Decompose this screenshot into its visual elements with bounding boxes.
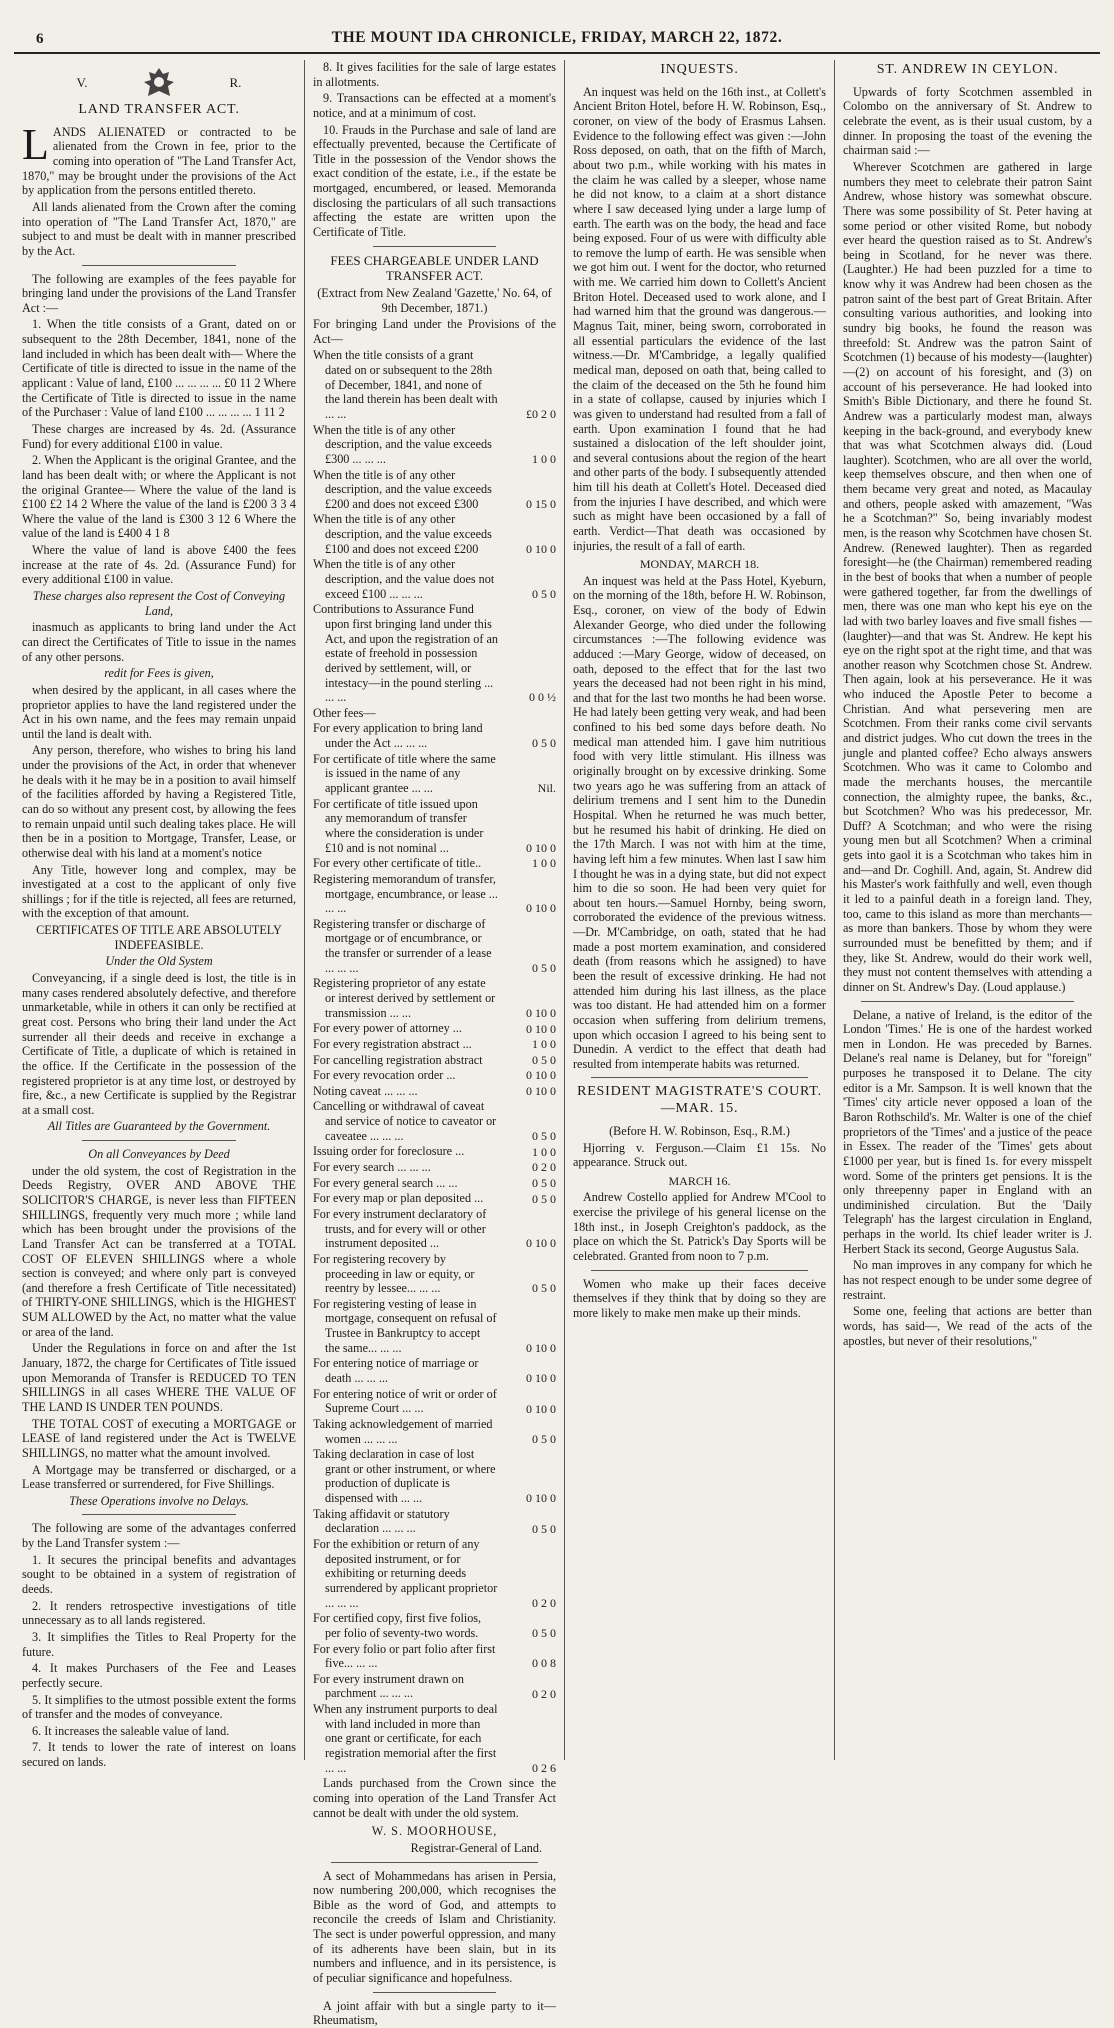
- fee-amount: 0 5 0: [532, 1129, 556, 1143]
- old-system-heading: Under the Old System: [105, 954, 213, 969]
- fee-amount: 0 15 0: [526, 497, 556, 512]
- fee-amount: 1 0 0: [532, 1037, 556, 1052]
- fee-description: For every search ... ... ...: [313, 1160, 431, 1175]
- mohammedans-paragraph: A sect of Mohammedans has arisen in Persia, now numbering 200,000, which recognises the Bible as the word of God, and attempts to reconcile the creeds of Islam and Christianity. The sect is under powerful oppression, and many of its adherents have been slain, but in its numbers and influence, and in its persistence, is of peculiar significance and hopefulness.: [313, 1868, 556, 1985]
- no-delays-line: These Operations involve no Delays.: [69, 1493, 249, 1508]
- guaranteed-line: All Titles are Guaranteed by the Government.: [47, 1119, 271, 1134]
- old-system-body: Conveyancing, if a single deed is lost, the title is in many cases rendered absolutely defective, and therefore unmarketable, while in others it can only be rectified at great cost. Persons who bring their land under the Act surrender all their deeds and receive in exchange a Certificate of Title, a duplicate of which is retained in the office. If the Certificate in the possession of the registered proprietor is at any time lost, or destroyed by fire, &c., a new Certificate is supplied by the Registrar at a small cost.: [22, 971, 296, 1117]
- fee-amount: 0 10 0: [526, 1236, 556, 1251]
- column-fees: [304, 60, 564, 2028]
- conveying-heading: These charges also represent the Cost of Conveying Land,: [32, 589, 286, 618]
- column-land-transfer: [14, 60, 304, 1770]
- inquest-lahsen: An inquest was held on the 16th inst., at Collett's Ancient Briton Hotel, before H. W. Robinson, Esq., coroner, on view of the body of Erasmus Lahsen. Evidence to the following effect was given :—John Ross deposed, on oath, that on the fifth of March, about two p.m., while working with his mates in the claim he was called by a sleeper, whose name he did not know, to a claim at a short distance where I saw deceased lying under a large lump of earth. The earth was on the body, the head and face being exposed. Four of us were with difficulty able to remove the lump of earth. He was sensible when we got him out. I went for the doctor, who returned with me. We carried him down to Collett's Ancient Briton Hotel. Deceased used to work alone, and I had warned him that the ground was dangerous.—Magnus Tait, miner, being sworn, corroborated in all essential particulars the evidence of the last witness.—Dr. M'Cambridge, a legally qualified medical man, deposed on oath that, being called to the claim of the deceased on the 5th he found him in a state of collapse, caused by injuries which I was given to understand had resulted from a fall of earth. Upon examination I found that he had sustained a dislocation of the left shoulder joint, and several contusions about the region of the heart and other parts of the body. I subsequently attended him till his death at Collett's Hotel. Deceased died from the injuries I have described, and which were such as might have been occasioned by a fall of earth. Verdict—That death was occasioned by injuries, the result of a fall of earth.: [573, 84, 826, 553]
- fee-row: [313, 1021, 556, 1036]
- fees-grant: 1. When the title consists of a Grant, dated on or subsequent to the 28th December, 1841, none of the land included in which has been dealt with— Where the Certificate of title is directed to issue in the name of the applicant : Value of land, £100 ... ... ... ... £0 11 2 Where the Certificate of Title is directed to issue in the name of the Purchaser : Value of land £100 ... ... ... ... 1 11 2: [22, 317, 296, 420]
- fee-description: For entering notice of marriage or death ... ... ...: [313, 1356, 479, 1385]
- fee-description: For registering recovery by proceeding in law or equity, or reentry by lessee... ... ...: [313, 1251, 475, 1296]
- fee-description: Registering proprietor of any estate or interest derived by settlement or transmission ... ...: [313, 976, 496, 1020]
- fees-grant-note: These charges are increased by 4s. 2d. (Assurance Fund) for every additional £100 in value.: [22, 421, 296, 451]
- fee-description: For every instrument declaratory of trusts, and for every will or other instrument deposited ...: [313, 1206, 487, 1251]
- fee-amount: 1 0 0: [532, 452, 556, 467]
- fees-original-grantee: 2. When the Applicant is the original Grantee, and the land has been dealt with; or where the Applicant is not the original Grantee— Where the value of the land is £100 £2 14 2 Where the value of the land is £200 3 3 4 Where the value of the land is £300 3 12 6 Where the value of the land is £400 4 1 8: [22, 453, 296, 541]
- divider: [331, 1862, 538, 1863]
- royal-arms: [22, 66, 296, 100]
- signature-title: Registrar-General of Land.: [410, 1840, 542, 1855]
- fee-amount: 0 5 0: [532, 1521, 556, 1536]
- fee-row: [313, 752, 556, 796]
- st-andrew-intro: Upwards of forty Scotchmen assembled in Colombo on the anniversary of St. Andrew to celebrate the event, as is their usual custom, by a dinner. In proposing the toast of the evening the chairman said :—: [843, 84, 1092, 158]
- fee-description: Taking affidavit or statutory declaration ... ... ...: [313, 1506, 450, 1536]
- drop-cap: L: [22, 119, 49, 169]
- fee-row: [313, 1387, 556, 1416]
- advantages-intro: The following are some of the advantages conferred by the Land Transfer system :—: [22, 1521, 296, 1551]
- fee-description: For certified copy, first five folios, per folio of seventy-two words.: [313, 1611, 482, 1640]
- fee-description: For registering vesting of lease in mortgage, consequent on refusal of Trustee in Bankruptcy to accept the same... ... ...: [313, 1296, 497, 1355]
- fee-row: [313, 1507, 556, 1536]
- fee-row: [313, 1672, 556, 1701]
- fee-description: Other fees—: [313, 705, 376, 720]
- fee-row: [313, 1207, 556, 1251]
- deed-body: under the old system, the cost of Registration in the Deeds Registry, OVER AND ABOVE THE SOLICITOR'S CHARGE, is never less than FIFTEEN SHILLINGS, frequently very much more ; while land which has been brought under the provisions of the Land Transfer Act can be transferred at a TOTAL COST OF ELEVEN SHILLINGS where a whole section is conveyed; and where only part is conveyed (and therefore a fresh Certificate of Title necessitated) of THIRTY-ONE SHILLINGS, which is the HIGHEST SUM ALLOWED by the Act, no matter what the value or area of the land.: [22, 1163, 296, 1339]
- columns: [14, 60, 1100, 2028]
- fee-description: For certificate of title issued upon any memorandum of transfer where the consideration is under £10 and is not nominal ...: [313, 796, 484, 855]
- land-transfer-heading: LAND TRANSFER ACT.: [78, 102, 240, 117]
- fee-row: [313, 1611, 556, 1640]
- fee-amount: 0 10 0: [526, 1084, 556, 1099]
- fee-description: For the exhibition or return of any deposited instrument, or for exhibiting or returning deeds surrendered by applicant proprietor ... ... ...: [313, 1537, 498, 1610]
- fee-amount: 0 10 0: [526, 1491, 556, 1506]
- fee-row: [313, 1447, 556, 1506]
- delane-paragraph: Delane, a native of Ireland, is the editor of the London 'Times.' He is one of the hardest worked men in London. He was preceded by Barnes. Delane's real name is Delaney, but for "foreign" purposes he transposed it to Delane. The city editor is a Mr. Sampson. It is well known that the 'Times' city article never opposed a loan of the Baron Rothschild's. Mr. Walter is one of the chief proprietors of the 'Times' and a justice of the peace in Essex. The reader of the 'Times' gets about £1000 per year, but is fined 1s. for every misspelt word. Some of the printers get pensions. It is the only threepenny paper in England with an undiminished circulation. But the 'Daily Telegraph' has the largest circulation in England, perhaps in the world. Its chief leader writer is J. Herbert Stack its second, George Augustus Sala.: [843, 1007, 1092, 1256]
- fee-amount: 0 10 0: [526, 1005, 556, 1020]
- fee-row: [313, 1642, 556, 1671]
- fee-amount: 0 0 ½: [529, 690, 556, 705]
- advantage-item: 6. It increases the saleable value of land.: [32, 1723, 230, 1738]
- fee-amount: 0 5 0: [532, 1191, 556, 1206]
- land-transfer-intro: [22, 119, 296, 198]
- fee-amount: 0 5 0: [532, 960, 556, 975]
- fee-description: For every instrument drawn on parchment ... ... ...: [313, 1671, 464, 1701]
- women-paragraph: Women who make up their faces deceive themselves if they think that by doing so they are more likely to make men make up their minds.: [573, 1276, 826, 1320]
- fee-row: [313, 512, 556, 556]
- fee-description: For entering notice of writ or order of Supreme Court ... ...: [313, 1386, 497, 1416]
- advantage-item: 2. It renders retrospective investigations of title unnecessary as to all lands registered.: [22, 1598, 296, 1628]
- divider: [861, 1001, 1074, 1002]
- intro-text: ANDS ALIENATED or contracted to be alienated from the Crown in fee, prior to the coming into operation of "The Land Transfer Act, 1870," may be brought under the provisions of the Act by application from the persons entitled thereto.: [22, 124, 296, 198]
- fee-amount: 1 0 0: [532, 856, 556, 871]
- fee-description: For every general search ... ...: [313, 1175, 458, 1190]
- joint-affair-line: A joint affair with but a single party to it—Rheumatism,: [313, 1998, 556, 2028]
- fee-description: Noting caveat ... ... ...: [313, 1083, 418, 1098]
- fee-row: [313, 1191, 556, 1206]
- fee-amount: 0 10 0: [526, 1371, 556, 1386]
- fee-description: Taking declaration in case of lost grant or other instrument, or where production of duplicate is dispensed with ... ...: [313, 1447, 496, 1506]
- fee-amount: 0 5 0: [532, 586, 556, 601]
- fee-row: [313, 872, 556, 916]
- fee-amount: 0 10 0: [526, 1340, 556, 1355]
- fee-row: [313, 1099, 556, 1143]
- signature-name: [313, 1824, 556, 1839]
- any-person-paragraph: Any person, therefore, who wishes to bring his land under the provisions of the Act, in order that whenever he deals with it he may be in a position to avail himself of the facilities afforded by having a Registered Title, can do so without any present cost, by allowing the fees to remain unpaid until such dealing takes place. He will then be in a position to Mortgage, Transfer, Lease, or otherwise deal with his land at a moment's notice: [22, 743, 296, 860]
- fee-row: [313, 1037, 556, 1052]
- arms-right-letter: R.: [229, 75, 242, 91]
- fee-row: [313, 602, 556, 704]
- monday-subheading: MONDAY, MARCH 18.: [639, 557, 760, 572]
- divider: [82, 1514, 236, 1515]
- fees-for-line: For bringing Land under the Provisions of the Act—: [313, 317, 556, 346]
- fee-description: For every registration abstract ...: [313, 1036, 472, 1051]
- fee-row: [313, 917, 556, 976]
- fee-row: [313, 1702, 556, 1775]
- fee-description: For every application to bring land under the Act ... ... ...: [313, 721, 483, 751]
- fee-amount: 0 10 0: [526, 840, 556, 855]
- fee-row: [313, 1356, 556, 1385]
- fee-row: [313, 976, 556, 1020]
- fee-row: [313, 468, 556, 512]
- fee-row: [313, 1068, 556, 1083]
- registrar-name: W. S. MOORHOUSE,: [371, 1824, 498, 1839]
- fee-row: [313, 706, 556, 721]
- fee-row: [313, 1537, 556, 1610]
- fee-amount: 0 5 0: [532, 1431, 556, 1446]
- fee-description: Issuing order for foreclosure ...: [313, 1144, 465, 1159]
- improves-paragraph: No man improves in any company for which he has not respect enough to be under some degree of restraint.: [843, 1258, 1092, 1302]
- conveying-body: inasmuch as applicants to bring land under the Act can direct the Certificates of Title to issue in the names of any other persons.: [22, 620, 296, 664]
- resident-magistrate-heading: RESIDENT MAGISTRATE'S COURT.—MAR. 15.: [577, 1084, 822, 1117]
- fee-row: [313, 1084, 556, 1099]
- divider: [373, 246, 496, 247]
- fee-description: For every revocation order ...: [313, 1068, 456, 1083]
- court-case-hjorring: Hjorring v. Ferguson.—Claim £1 15s. No appearance. Struck out.: [573, 1140, 826, 1170]
- magistrate-before: (Before H. W. Robinson, Esq., R.M.): [609, 1124, 790, 1139]
- advantage-item: 9. Transactions can be effected at a moment's notice, and at a minimum of cost.: [313, 91, 556, 120]
- fee-row: [313, 348, 556, 421]
- masthead: [14, 24, 1100, 54]
- advantage-item: 3. It simplifies the Titles to Real Property for the future.: [22, 1629, 296, 1659]
- page-number: 6: [36, 31, 44, 47]
- fee-description: When the title consists of a grant dated on or subsequent to the 28th of December, 1841, and none of the land therein has been dealt with ... ...: [313, 348, 498, 421]
- fee-amount: 0 0 8: [532, 1656, 556, 1671]
- certificates-heading: CERTIFICATES OF TITLE ARE ABSOLUTELY INDEFEASIBLE.: [36, 923, 282, 952]
- fee-description: For cancelling registration abstract: [313, 1052, 483, 1067]
- advantage-item: 8. It gives facilities for the sale of large estates in allotments.: [313, 60, 556, 89]
- fee-description: Contributions to Assurance Fund upon first bringing land under this Act, and upon the registration of an estate of freehold in possession derived by settlement, will, or intestacy—in the pound sterling ... ... ...: [313, 602, 498, 705]
- fee-amount: 0 2 0: [532, 1686, 556, 1701]
- fee-amount: 0 5 0: [532, 1281, 556, 1296]
- divider: [82, 1140, 236, 1141]
- fees-grantee-note: Where the value of land is above £400 the fees increase at the rate of 4s. 2d. (Assurance Fund) for every additional £100 in value.: [22, 543, 296, 587]
- fee-row: [313, 856, 556, 871]
- royal-crest-icon: [138, 66, 180, 100]
- any-title-paragraph: Any Title, however long and complex, may be investigated at a cost to the applicant of only five shillings ; for if the title is rejected, all fees are returned, with the exception of that amount.: [22, 862, 296, 921]
- fee-table: [313, 348, 556, 1775]
- fee-description: Taking acknowledgement of married women ... ... ...: [313, 1416, 493, 1446]
- divider: [82, 265, 236, 266]
- fee-description: Cancelling or withdrawal of caveat and service of notice to caveator or caveatee ... ... ...: [313, 1099, 497, 1143]
- fee-amount: 0 5 0: [532, 1052, 556, 1067]
- fee-amount: 0 10 0: [526, 901, 556, 916]
- inquest-george: An inquest was held at the Pass Hotel, Kyeburn, on the morning of the 18th, before H. W. Robinson, Esq., coroner, on view of the body of Edwin Alexander George, who died under the following circumstances :—The following evidence was adduced :—Mary George, widow of deceased, on oath, deposed to the effect that for the last two years the deceased had not been right in his mind, and that for the last two months he had been worse. He had lately been getting very weak, and had been confined to his bed some days before death. No medical man attended him. I gave him nutritious food with very little stimulant. His illness was originally brought on by excessive drinking. Some two years ago he was suffering from an attack of delirium tremens and I sent him to the Dunedin Hospital. When he returned he was much better, but he resumed his habit of drinking. He died on the 17th March. I was not with him at the time, having left him a few minutes. When last I saw him I thought he was in a dying state, but did not expect him to die so soon. He had been very quiet for about ten hours.—Samuel Hornby, being sworn, corroborated the evidence of the previous witness.—Dr. M'Cambridge, on oath, stated that he had made a post mortem examination, and considered death (from reasons which he assigned) to have been the result of excessive drinking. He had not attended him during his last illness, as the place was too distant. He had attended him on a former occasion when suffering from delirium tremens, upon which occasion I agreed to his being sent to Dunedin. A verdict to the effect that death had resulted from intemperate habits was returned.: [573, 573, 826, 1071]
- fee-description: For every map or plan deposited ...: [313, 1191, 484, 1206]
- fee-row: [313, 557, 556, 601]
- fee-description: When the title is of any other description, and the value exceeds £300 ... ... ...: [313, 422, 492, 466]
- credit-heading: redit for Fees is given,: [104, 666, 214, 681]
- newspaper-title: THE MOUNT IDA CHRONICLE, FRIDAY, MARCH 22, 1872.: [331, 29, 783, 46]
- fee-description: Registering memorandum of transfer, mortgage, encumbrance, or lease ... ... ...: [313, 871, 498, 916]
- court-case-costello: Andrew Costello applied for Andrew M'Cool to exercise the privilege of his general license on the 18th inst., in Joseph Creighton's paddock, as the place on which the St. Patrick's Day Sports will be celebrated. Granted from noon to 7 p.m.: [573, 1190, 826, 1263]
- advantage-item: 4. It makes Purchasers of the Fee and Leases perfectly secure.: [22, 1661, 296, 1690]
- fee-amount: 0 10 0: [526, 542, 556, 557]
- regulations-paragraph: Under the Regulations in force on and after the 1st January, 1872, the charge for Certificates of Title issued upon Memoranda of Transfer is REDUCED TO TEN SHILLINGS in all cases WHERE THE VALUE OF THE LAND IS UNDER TEN POUNDS.: [22, 1341, 296, 1414]
- column-inquests: [564, 60, 834, 1760]
- intro-paragraph-2: All lands alienated from the Crown after the coming into operation of "The Land Transfer Act, 1870," are subject to and must be dealt with in manner prescribed by the Act.: [22, 200, 296, 258]
- fee-row: [313, 1160, 556, 1175]
- fee-description: For certificate of title where the same is issued in the name of any applicant grantee ... ...: [313, 751, 496, 796]
- fee-amount: 0 2 0: [532, 1160, 556, 1175]
- gazette-extract: (Extract from New Zealand 'Gazette,' No. 64, of 9th December, 1871.): [317, 285, 552, 315]
- st-andrew-speech: Wherever Scotchmen are gathered in large numbers they meet to celebrate their patron Saint Andrew, whose history was somewhat obscure. There was some possibility of St. Peter having at some period or other visited Rome, but nobody ever heard the question raised as to St. Andrew's being in Scotland, for he never was there. (Laughter.) He had been puzzled for a time to know why it was Andrew had been chosen as the patron saint of the best part of Great Britain. After consulting various authorities, and looking into sundry big books, he found the reason was threefold: St. Andrew was the patron Saint of Scotchmen (1) because of his modesty—(laughter)—(2) on account of his foresight, and (3) on account of his perseverance. He had looked into Smith's Bible Dictionary, and there he found St. Andrew was a particularly modest man, always keeping in the back-ground, and everybody knew that was what Scotchmen always did. (Loud laughter). Scotchmen, who are all over the world, keep themselves obscure, and then when one of them became very great and noted, as Macaulay and others, people asked with amazement, "Was he a Scotchman?" So, being invariably modest men, is the reason why Scotchmen have chosen St. Andrew. (Renewed laughter). Then as regarded foresight—he (the Chairman) remembered reading in the best of books that when a number of people were gathered together, far from the dwellings of men, there was one man who kept his eye on the lad with two barley loaves and five small fishes —(laughter)—and that was St. Andrew. He kept his eye on the right spot at the right time, and that was another reason why Scotchmen chose St. Andrew. Then again, look at his perseverance. He it was who induced the Apostle Peter to become a Christian. And what persevering men are Scotchmen. From their ranks come civil servants and district judges. Who cut down the trees in the jungle and planted coffee? Echo always answers Scotchmen. Who was it came to Colombo and made the merchants houses, the mercantile connection, the almighty rupee, the banks, &c., but Scotchmen? Who was his predecessor, Mr. Duff? A Scotchman; and who were the rising young men but all Scotchmen? When a criminal gets into gaol it is a Scotchman who takes him in and—and Dr. Coghill. And, again, St. Andrew did his Master's work faithfully and well, even though it led to a painful death in a foreign land. They, too, came to this island as more than merchants—as more than bankers. Those by whom they were surrounded must be benefitted by them; and if they, like St. Andrew, would do their work well, they must not content themselves with attending a dinner on St. Andrew's Day. (Loud applause.): [843, 160, 1092, 994]
- fee-amount: £0 2 0: [526, 407, 556, 422]
- advantage-item: 1. It secures the principal benefits and advantages sought to be obtained in a system of registration of deeds.: [22, 1552, 296, 1597]
- actions-paragraph: Some one, feeling that actions are better than words, has said—, We read of the acts of the apostles, but never of their resolutions,": [843, 1304, 1092, 1348]
- fee-row: [313, 1417, 556, 1446]
- st-andrew-heading: ST. ANDREW IN CEYLON.: [876, 62, 1059, 77]
- fees-note: Lands purchased from the Crown since the coming into operation of the Land Transfer Act cannot be dealt with under the old system.: [313, 1776, 556, 1820]
- fee-description: When any instrument purports to deal with land included in more than one grant or certificate, for each registration memorial after the first ... ...: [313, 1702, 498, 1775]
- fee-amount: Nil.: [537, 781, 556, 796]
- inquests-heading: INQUESTS.: [660, 62, 739, 77]
- fee-amount: 0 10 0: [526, 1068, 556, 1083]
- fee-description: When the title is of any other description, and the value does not exceed £100 ... ... ...: [313, 557, 495, 601]
- fee-description: For every folio or part folio after first five... ... ...: [313, 1641, 496, 1671]
- advantage-item: 10. Frauds in the Purchase and sale of land are effectually prevented, because the Certificate of Title in the possession of the Vendor shows the exact condition of the estate, i.e., if the estate be mortgaged, encumbered, or leased. Memoranda disclosing the particulars of all such transactions affecting the estate are written upon the Certificate of Title.: [313, 122, 556, 240]
- fee-row: [313, 1144, 556, 1159]
- fee-amount: 0 5 0: [532, 736, 556, 751]
- arms-left-letter: V.: [76, 75, 88, 91]
- fee-description: For every power of attorney ...: [313, 1021, 462, 1036]
- fee-row: [313, 1297, 556, 1356]
- fees-intro: The following are examples of the fees payable for bringing land under the provisions of the Land Transfer Act :—: [22, 271, 296, 315]
- mortgage-paragraph: THE TOTAL COST of executing a MORTGAGE or LEASE of land registered under the Act is TWELVE SHILLINGS, no matter what the amount involved.: [22, 1416, 296, 1460]
- transfer-paragraph: A Mortgage may be transferred or discharged, or a Lease transferred or surrendered, for Five Shillings.: [22, 1462, 296, 1492]
- fee-row: [313, 797, 556, 856]
- fee-row: [313, 423, 556, 467]
- credit-body: when desired by the applicant, in all cases where the proprietor applies to have the land registered under the Act in his own name, and the fees may remain unpaid until the land is dealt with.: [22, 682, 296, 741]
- divider: [591, 1270, 808, 1271]
- fee-amount: 0 5 0: [532, 1626, 556, 1641]
- fee-amount: 0 2 0: [532, 1595, 556, 1610]
- fee-amount: 0 5 0: [532, 1175, 556, 1190]
- deed-heading: On all Conveyances by Deed: [88, 1147, 230, 1162]
- fee-amount: 0 2 6: [532, 1760, 556, 1775]
- fees-chargeable-heading: FEES CHARGEABLE UNDER LAND TRANSFER ACT.: [330, 252, 539, 284]
- divider: [591, 1077, 808, 1078]
- fee-description: When the title is of any other description, and the value exceeds £200 and does not exceed £300: [313, 467, 492, 511]
- fee-description: Registering transfer or discharge of mortgage or of encumbrance, or the transfer or surrender of a lease ... ... ...: [313, 916, 492, 975]
- column-st-andrew: [834, 60, 1100, 1760]
- fee-row: [313, 1176, 556, 1191]
- advantage-item: 5. It simplifies to the utmost possible extent the forms of transfer and the modes of conveyance.: [22, 1692, 296, 1722]
- march-16-subheading: MARCH 16.: [668, 1173, 731, 1188]
- fee-description: When the title is of any other description, and the value exceeds £100 and does not exceed £200: [313, 512, 492, 556]
- divider: [373, 1992, 496, 1993]
- fee-amount: 0 10 0: [526, 1401, 556, 1416]
- fee-amount: 1 0 0: [532, 1144, 556, 1159]
- fee-row: [313, 1053, 556, 1068]
- fee-row: [313, 1252, 556, 1296]
- advantage-item: 7. It tends to lower the rate of interest on loans secured on lands.: [22, 1740, 296, 1770]
- fee-row: [313, 721, 556, 750]
- fee-amount: 0 10 0: [526, 1021, 556, 1036]
- fee-description: For every other certificate of title..: [313, 856, 482, 871]
